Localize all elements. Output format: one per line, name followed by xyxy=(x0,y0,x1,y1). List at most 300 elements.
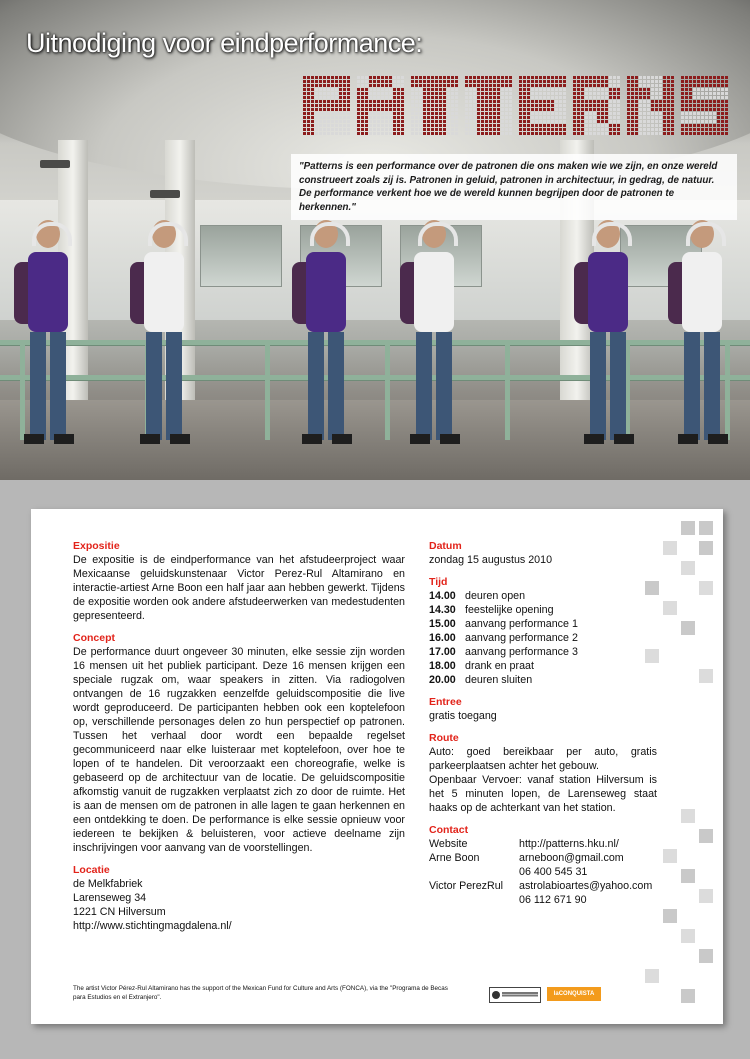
logo-pixel xyxy=(389,100,392,103)
locatie-city: 1221 CN Hilversum xyxy=(73,906,166,918)
logo-pixel xyxy=(523,128,526,131)
logo-pixel xyxy=(481,108,484,111)
logo-pixel xyxy=(493,88,496,91)
logo-pixel xyxy=(489,124,492,127)
logo-pixel xyxy=(605,132,608,135)
logo-pixel xyxy=(593,92,596,95)
logo-pixel xyxy=(509,92,512,95)
logo-pixel xyxy=(581,96,584,99)
logo-pixel xyxy=(701,92,704,95)
logo-pixel xyxy=(423,124,426,127)
logo-pixel xyxy=(401,76,404,79)
logo-pixel xyxy=(721,88,724,91)
logo-pixel xyxy=(681,84,684,87)
logo-pixel xyxy=(655,96,658,99)
logo-pixel xyxy=(469,132,472,135)
logo-pixel xyxy=(473,88,476,91)
logo-pixel xyxy=(651,124,654,127)
logo-pixel xyxy=(451,80,454,83)
logo-pixel xyxy=(319,92,322,95)
logo-pixel xyxy=(635,92,638,95)
contact-label xyxy=(429,893,519,907)
logo-pixel xyxy=(423,92,426,95)
logo-pixel xyxy=(613,124,616,127)
logo-pixel xyxy=(411,84,414,87)
logo-pixel xyxy=(563,104,566,107)
logo-pixel xyxy=(307,96,310,99)
logo-pixel xyxy=(343,116,346,119)
logo-pixel xyxy=(423,96,426,99)
logo-pixel xyxy=(597,88,600,91)
logo-pixel xyxy=(685,120,688,123)
logo-pixel xyxy=(681,116,684,119)
logo-pixel xyxy=(319,80,322,83)
logo-pixel xyxy=(617,124,620,127)
logo-pixel xyxy=(419,88,422,91)
logo-pixel xyxy=(631,124,634,127)
logo-pixel xyxy=(439,124,442,127)
logo-pixel xyxy=(401,132,404,135)
logo-pixel xyxy=(431,92,434,95)
logo-pixel xyxy=(415,88,418,91)
contact-email-link[interactable]: arneboon@gmail.com xyxy=(519,852,624,864)
logo-pixel xyxy=(601,88,604,91)
logo-pixel xyxy=(505,96,508,99)
logo-pixel xyxy=(419,84,422,87)
logo-pixel xyxy=(593,76,596,79)
logo-pixel xyxy=(469,108,472,111)
logo-pixel xyxy=(543,120,546,123)
logo-pixel xyxy=(627,100,630,103)
logo-pixel xyxy=(551,128,554,131)
logo-pixel xyxy=(613,88,616,91)
schedule-label: drank en praat xyxy=(465,660,534,672)
logo-pixel xyxy=(627,88,630,91)
logo-pixel xyxy=(319,96,322,99)
logo-pixel xyxy=(627,92,630,95)
logo-pixel xyxy=(685,128,688,131)
logo-pixel xyxy=(701,128,704,131)
logo-pixel xyxy=(361,104,364,107)
logo-pixel xyxy=(601,76,604,79)
logo-pixel xyxy=(713,96,716,99)
logo-pixel xyxy=(411,128,414,131)
logo-pixel xyxy=(485,80,488,83)
tijd-heading: Tijd xyxy=(429,576,448,588)
logo-pixel xyxy=(497,124,500,127)
logo-pixel xyxy=(401,128,404,131)
logo-pixel xyxy=(547,92,550,95)
logo-pixel xyxy=(439,120,442,123)
contact-email-link[interactable]: astrolabioartes@yahoo.com xyxy=(519,880,653,892)
logo-pixel xyxy=(643,80,646,83)
logo-pixel xyxy=(543,76,546,79)
logo-pixel xyxy=(339,92,342,95)
logo-pixel xyxy=(697,104,700,107)
logo-pixel xyxy=(663,120,666,123)
logo-pixel xyxy=(543,100,546,103)
logo-pixel xyxy=(547,96,550,99)
logo-pixel xyxy=(639,104,642,107)
logo-pixel xyxy=(605,104,608,107)
logo-pixel xyxy=(501,112,504,115)
logo-pixel xyxy=(693,80,696,83)
schedule-time: 20.00 xyxy=(429,674,456,686)
logo-pixel xyxy=(705,116,708,119)
logo-pixel xyxy=(721,108,724,111)
logo-pixel xyxy=(447,76,450,79)
logo-pixel xyxy=(419,120,422,123)
logo-pixel xyxy=(455,96,458,99)
logo-pixel xyxy=(431,104,434,107)
logo-pixel xyxy=(663,108,666,111)
logo-pixel xyxy=(655,100,658,103)
logo-pixel xyxy=(725,88,728,91)
logo-pixel xyxy=(415,92,418,95)
contact-list xyxy=(429,837,657,907)
logo-pixel xyxy=(365,108,368,111)
logo-pixel xyxy=(527,100,530,103)
logo-pixel xyxy=(435,100,438,103)
logo-pixel xyxy=(397,124,400,127)
logo-pixel xyxy=(581,124,584,127)
logo-pixel xyxy=(697,76,700,79)
contact-website-link[interactable]: http://patterns.hku.nl/ xyxy=(519,838,619,850)
logo-pixel xyxy=(377,124,380,127)
logo-pixel xyxy=(373,120,376,123)
logo-pixel xyxy=(701,100,704,103)
logo-pixel xyxy=(501,84,504,87)
logo-pixel xyxy=(655,88,658,91)
logo-pixel xyxy=(427,88,430,91)
logo-pixel xyxy=(505,104,508,107)
logo-pixel xyxy=(473,76,476,79)
logo-pixel xyxy=(681,100,684,103)
logo-pixel xyxy=(697,108,700,111)
logo-pixel xyxy=(455,100,458,103)
logo-pixel xyxy=(435,76,438,79)
logo-pixel xyxy=(519,112,522,115)
logo-pixel xyxy=(671,100,674,103)
logo-pixel xyxy=(415,112,418,115)
logo-pixel xyxy=(535,112,538,115)
logo-pixel xyxy=(469,100,472,103)
logo-pixel xyxy=(651,76,654,79)
logo-pixel xyxy=(617,88,620,91)
logo-pixel xyxy=(589,108,592,111)
logo-pixel xyxy=(581,76,584,79)
logo-pixel xyxy=(347,100,350,103)
logo-pixel xyxy=(505,84,508,87)
logo-pixel xyxy=(315,96,318,99)
logo-pixel xyxy=(551,132,554,135)
logo-pixel xyxy=(647,128,650,131)
logo-pixel xyxy=(705,120,708,123)
logo-pixel xyxy=(339,88,342,91)
logo-pixel xyxy=(327,100,330,103)
logo-pixel xyxy=(423,100,426,103)
logo-pixel xyxy=(667,116,670,119)
logo-pixel xyxy=(651,88,654,91)
logo-pixel xyxy=(697,88,700,91)
logo-pixel xyxy=(473,116,476,119)
logo-pixel xyxy=(593,116,596,119)
logo-pixel xyxy=(315,100,318,103)
logo-pixel xyxy=(725,112,728,115)
logo-pixel xyxy=(535,96,538,99)
logo-pixel xyxy=(535,84,538,87)
logo-pixel xyxy=(593,80,596,83)
logo-pixel xyxy=(651,80,654,83)
logo-pixel xyxy=(609,120,612,123)
logo-pixel xyxy=(435,108,438,111)
logo-pixel xyxy=(347,116,350,119)
logo-pixel xyxy=(643,112,646,115)
logo-pixel xyxy=(447,104,450,107)
logo-pixel xyxy=(315,92,318,95)
walking-performer xyxy=(574,220,644,460)
logo-pixel xyxy=(423,116,426,119)
logo-pixel xyxy=(609,92,612,95)
logo-pixel xyxy=(577,124,580,127)
logo-pixel xyxy=(485,88,488,91)
logo-pixel xyxy=(389,88,392,91)
logo-pixel xyxy=(473,132,476,135)
logo-pixel xyxy=(505,120,508,123)
logo-pixel xyxy=(663,92,666,95)
logo-pixel xyxy=(489,104,492,107)
logo-pixel xyxy=(381,116,384,119)
logo-pixel xyxy=(589,120,592,123)
logo-pixel xyxy=(559,120,562,123)
logo-pixel xyxy=(323,104,326,107)
logo-pixel xyxy=(627,96,630,99)
logo-pixel xyxy=(393,124,396,127)
logo-pixel xyxy=(559,80,562,83)
logo-pixel xyxy=(689,112,692,115)
logo-pixel xyxy=(339,76,342,79)
logo-pixel xyxy=(469,80,472,83)
logo-pixel xyxy=(311,92,314,95)
logo-pixel xyxy=(613,120,616,123)
logo-pixel xyxy=(335,116,338,119)
logo-pixel xyxy=(609,88,612,91)
logo-pixel xyxy=(451,108,454,111)
logo-pixel xyxy=(693,132,696,135)
logo-pixel xyxy=(319,120,322,123)
logo-pixel xyxy=(563,96,566,99)
logo-pixel xyxy=(559,92,562,95)
logo-pixel xyxy=(489,116,492,119)
logo-pixel xyxy=(659,96,662,99)
route-heading: Route xyxy=(429,732,459,744)
logo-pixel xyxy=(431,120,434,123)
logo-pixel xyxy=(343,96,346,99)
logo-pixel xyxy=(311,120,314,123)
logo-pixel xyxy=(469,88,472,91)
logo-pixel xyxy=(585,104,588,107)
logo-pixel xyxy=(473,84,476,87)
logo-pixel xyxy=(435,88,438,91)
railing-post xyxy=(265,345,270,440)
logo-pixel xyxy=(685,100,688,103)
logo-pixel xyxy=(319,100,322,103)
logo-pixel xyxy=(647,120,650,123)
logo-pixel xyxy=(339,104,342,107)
logo-pixel xyxy=(527,112,530,115)
logo-pixel xyxy=(631,100,634,103)
logo-pixel xyxy=(423,80,426,83)
logo-pixel xyxy=(401,112,404,115)
logo-pixel xyxy=(589,132,592,135)
logo-pixel xyxy=(681,76,684,79)
fonca-footnote: The artist Victor Pérez-Rul Altamirano has the support of the Mexican Fund for Culture and Arts (FONCA), via the "Programa de Becas para Estudios en el Extranjero". xyxy=(73,985,448,1001)
logo-pixel xyxy=(411,92,414,95)
logo-pixel xyxy=(577,96,580,99)
logo-pixel xyxy=(373,112,376,115)
logo-pixel xyxy=(523,120,526,123)
logo-pixel xyxy=(555,88,558,91)
left-column xyxy=(73,539,405,941)
logo-pixel xyxy=(631,76,634,79)
logo-pixel xyxy=(543,92,546,95)
logo-pixel xyxy=(563,116,566,119)
logo-pixel xyxy=(505,80,508,83)
logo-pixel xyxy=(563,88,566,91)
logo-pixel xyxy=(315,84,318,87)
logo-pixel xyxy=(577,120,580,123)
logo-pixel xyxy=(655,116,658,119)
logo-pixel xyxy=(563,76,566,79)
logo-pixel xyxy=(689,132,692,135)
logo-pixel xyxy=(397,80,400,83)
logo-pixel xyxy=(613,76,616,79)
decorative-square xyxy=(681,809,695,823)
logo-pixel xyxy=(423,128,426,131)
logo-pixel xyxy=(597,128,600,131)
logo-pixel xyxy=(655,80,658,83)
logo-pixel xyxy=(709,80,712,83)
logo-pixel xyxy=(693,84,696,87)
logo-pixel xyxy=(385,108,388,111)
logo-pixel xyxy=(477,92,480,95)
logo-pixel xyxy=(455,108,458,111)
logo-pixel xyxy=(563,84,566,87)
logo-pixel xyxy=(369,120,372,123)
logo-pixel xyxy=(705,108,708,111)
logo-pixel xyxy=(447,96,450,99)
logo-pixel xyxy=(597,132,600,135)
contact-label xyxy=(429,865,519,879)
logo-pixel xyxy=(585,112,588,115)
logo-pixel xyxy=(465,96,468,99)
logo-pixel xyxy=(307,76,310,79)
logo-pixel xyxy=(431,100,434,103)
decorative-square xyxy=(645,581,659,595)
logo-pixel xyxy=(535,88,538,91)
logo-pixel xyxy=(555,108,558,111)
logo-pixel xyxy=(369,88,372,91)
logo-pixel xyxy=(519,108,522,111)
logo-pixel xyxy=(401,80,404,83)
logo-pixel xyxy=(573,92,576,95)
logo-pixel xyxy=(415,80,418,83)
schedule-label: aanvang performance 1 xyxy=(465,618,578,630)
logo-pixel xyxy=(705,88,708,91)
logo-pixel xyxy=(319,116,322,119)
logo-pixel xyxy=(709,96,712,99)
logo-pixel xyxy=(609,84,612,87)
decorative-square xyxy=(663,541,677,555)
logo-pixel xyxy=(319,108,322,111)
logo-pixel xyxy=(501,100,504,103)
logo-pixel xyxy=(531,120,534,123)
logo-pixel xyxy=(455,120,458,123)
logo-pixel xyxy=(505,128,508,131)
logo-pixel xyxy=(401,116,404,119)
logo-pixel xyxy=(581,120,584,123)
logo-pixel xyxy=(705,84,708,87)
logo-pixel xyxy=(389,112,392,115)
logo-pixel xyxy=(593,104,596,107)
logo-pixel xyxy=(601,104,604,107)
logo-pixel xyxy=(617,116,620,119)
logo-pixel xyxy=(419,116,422,119)
locatie-website-link[interactable]: http://www.stichtingmagdalena.nl/ xyxy=(73,920,232,932)
logo-pixel xyxy=(469,104,472,107)
logo-pixel xyxy=(447,112,450,115)
logo-pixel xyxy=(685,76,688,79)
logo-pixel xyxy=(627,76,630,79)
logo-pixel xyxy=(469,112,472,115)
logo-pixel xyxy=(671,84,674,87)
header-photo xyxy=(0,0,750,480)
logo-pixel xyxy=(303,124,306,127)
logo-pixel xyxy=(709,120,712,123)
logo-pixel xyxy=(493,92,496,95)
logo-pixel xyxy=(519,104,522,107)
logo-pixel xyxy=(705,80,708,83)
logo-pixel xyxy=(473,120,476,123)
logo-pixel xyxy=(647,76,650,79)
schedule-label: deuren sluiten xyxy=(465,674,533,686)
logo-pixel xyxy=(331,84,334,87)
logo-pixel xyxy=(717,108,720,111)
logo-pixel xyxy=(427,108,430,111)
logo-pixel xyxy=(531,132,534,135)
logo-pixel xyxy=(327,104,330,107)
logo-pixel xyxy=(701,132,704,135)
logo-pixel xyxy=(713,112,716,115)
logo-pixel xyxy=(597,116,600,119)
logo-pixel xyxy=(447,88,450,91)
logo-pixel xyxy=(547,104,550,107)
logo-pixel xyxy=(443,132,446,135)
logo-pixel xyxy=(721,120,724,123)
logo-pixel xyxy=(701,84,704,87)
logo-pixel xyxy=(671,128,674,131)
patterns-quote: "Patterns is een performance over de patronen die ons maken wie we zijn, en onze wereld construeert zoals zij is. Patronen in geluid, patronen in architectuur, in gedrag, de natuur. De performance verkent hoe we de wereld kunnen begrijpen door de patronen te herkennen." xyxy=(291,154,737,220)
logo-pixel xyxy=(667,100,670,103)
logo-pixel xyxy=(585,76,588,79)
logo-pixel xyxy=(547,108,550,111)
logo-pixel xyxy=(501,116,504,119)
logo-pixel xyxy=(347,108,350,111)
logo-pixel xyxy=(713,80,716,83)
logo-pixel xyxy=(377,116,380,119)
logo-pixel xyxy=(535,116,538,119)
logo-pixel xyxy=(593,84,596,87)
